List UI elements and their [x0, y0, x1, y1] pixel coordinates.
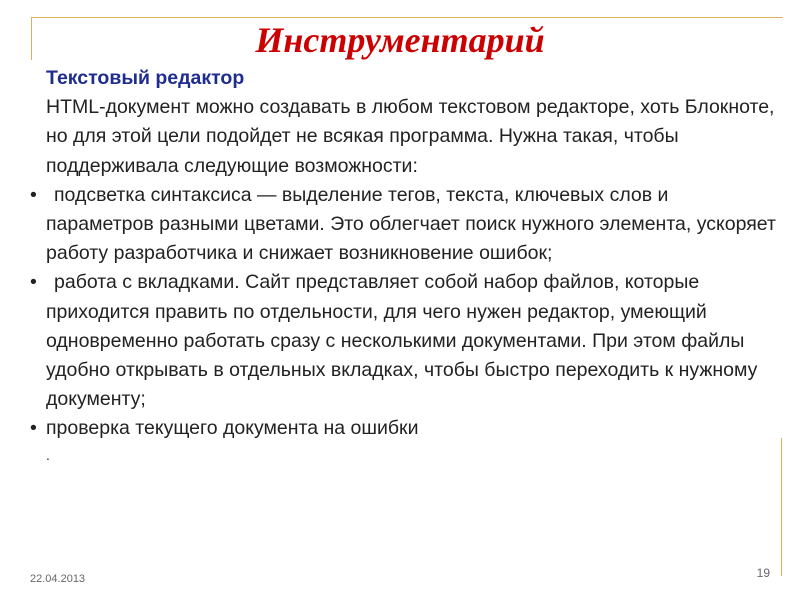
bullet-text: проверка текущего документа на ошибки [46, 417, 419, 440]
intro-paragraph: HTML-документ можно создавать в любом текстовом редакторе, хоть Блокноте, но для этой цели подойдет не всякая программа. Нужна такая, чтобы поддерживала следующие возможности: [46, 96, 775, 177]
bullet-icon: • [30, 183, 37, 206]
bullet-text: работа с вкладками. Сайт представляет собой набор файлов, которые приходится править по отдельности, для чего нужен редактор, умеющий одновременно работать сразу с несколькими документами. При этом файлы удобно открывать в отдельных вкладках, чтобы быстро переходить к нужному документу; [46, 271, 758, 411]
bullet-item-error-check [30, 414, 780, 443]
frame-right-line [781, 438, 782, 576]
bullet-item-syntax-highlight [30, 181, 780, 269]
slide-title: Инструментарий [255, 20, 545, 60]
stray-mark: . [46, 446, 50, 463]
bullet-icon: • [30, 417, 37, 440]
footer-date: 22.04.2013 [30, 573, 86, 585]
page-number: 19 [756, 566, 770, 580]
slide-subtitle: Текстовый редактор [46, 67, 245, 89]
bullet-icon: • [30, 271, 37, 294]
bullet-item-tabs [30, 268, 780, 414]
bullet-text: подсветка синтаксиса — выделение тегов, текста, ключевых слов и параметров разными цветами. Это облегчает поиск нужного элемента, ускоряет работу разработчика и снижает возникновение ошибок; [46, 183, 776, 265]
slide-content [30, 64, 780, 466]
